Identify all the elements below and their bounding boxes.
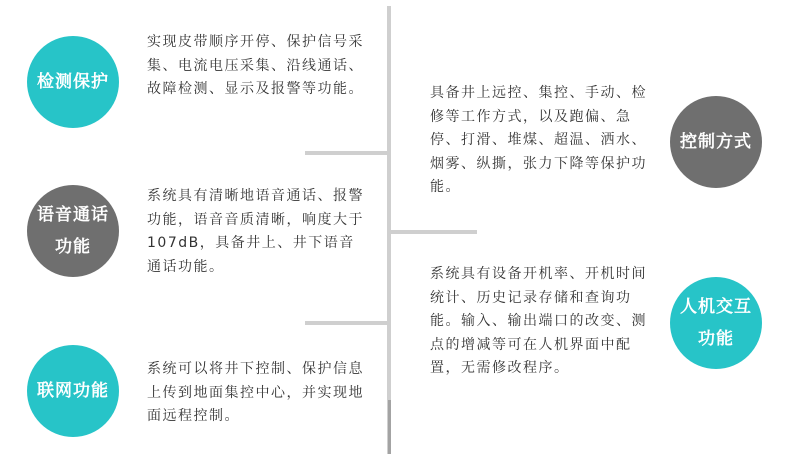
hmi-description: 系统具有设备开机率、开机时间统计、历史记录存储和查询功能。输入、输出端口的改变、测点的增减等可在人机界面中配置，无需修改程序。 xyxy=(430,266,647,376)
voice-title-line2: 功能 xyxy=(55,237,91,257)
hmi-title-line2: 功能 xyxy=(698,329,734,349)
detection-description: 实现皮带顺序开停、保护信号采集、电流电压采集、沿线通话、故障检测、显示及报警等功能。 xyxy=(147,34,364,97)
detection-circle xyxy=(27,36,119,128)
detection-title: 检测保护 xyxy=(37,72,109,92)
network-circle xyxy=(27,345,119,437)
center-vertical-line-lower xyxy=(388,400,391,454)
control-title: 控制方式 xyxy=(680,132,752,152)
hmi-circle xyxy=(670,277,762,369)
connector-control xyxy=(389,230,477,234)
voice-circle xyxy=(27,185,119,277)
network-description: 系统可以将井下控制、保护信息上传到地面集控中心，并实现地面远程控制。 xyxy=(147,361,364,424)
hmi-title-line1: 人机交互 xyxy=(680,297,752,317)
network-title: 联网功能 xyxy=(37,381,109,401)
control-circle xyxy=(670,96,762,188)
connector-network xyxy=(305,321,391,325)
voice-title-line1: 语音通话 xyxy=(37,205,109,225)
connector-detection xyxy=(305,151,391,155)
control-description: 具备井上远控、集控、手动、检修等工作方式，以及跑偏、急停、打滑、堆煤、超温、洒水、烟雾、纵撕，张力下降等保护功能。 xyxy=(430,85,647,195)
voice-description: 系统具有清晰地语音通话、报警功能，语音音质清晰，响度大于107dB，具备井上、井下语音通话功能。 xyxy=(147,188,364,275)
